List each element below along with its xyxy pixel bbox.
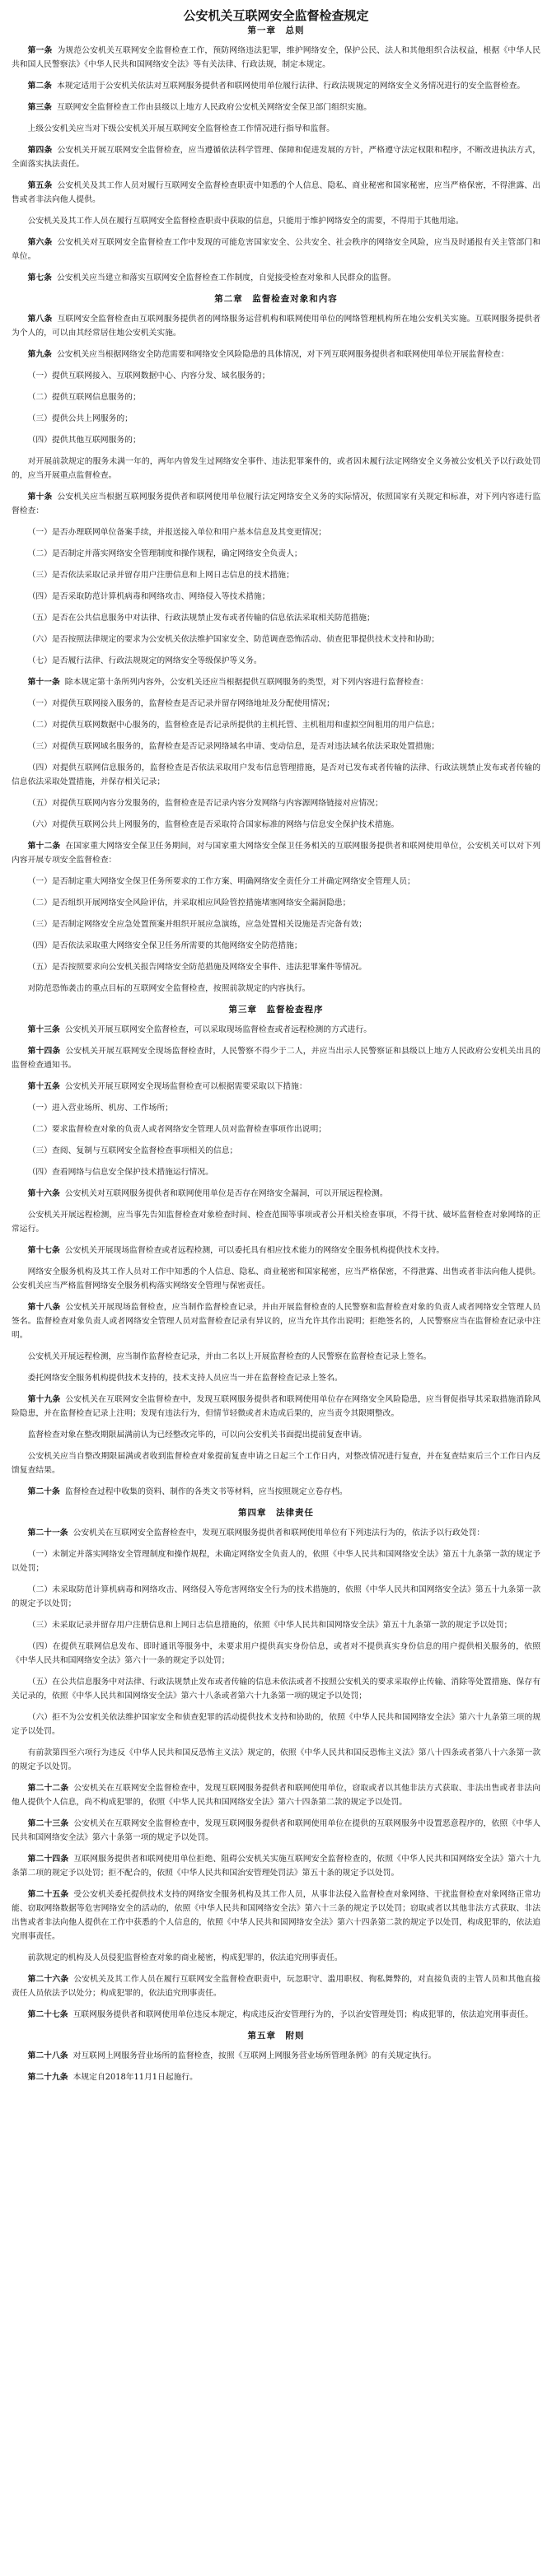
chapter-title: 第三章 监督检查程序 bbox=[228, 1005, 324, 1015]
article-text: （三）是否制定网络安全应急处置预案并组织开展应急演练，应急处置相关设施是否完备有效； bbox=[27, 920, 367, 929]
article-number: 第六条 bbox=[27, 238, 53, 247]
clause-paragraph bbox=[12, 654, 540, 668]
article-text: （五）对提供互联网内容分发服务的，监督检查是否记录内容分发网络与内容源网络链接对应情况； bbox=[27, 799, 383, 808]
article-text: （一）提供互联网接入、互联网数据中心、内容分发、域名服务的； bbox=[27, 371, 270, 380]
article-number: 第八条 bbox=[27, 315, 53, 324]
clause-paragraph bbox=[12, 455, 540, 483]
clause-paragraph bbox=[12, 917, 540, 931]
clause-paragraph bbox=[12, 796, 540, 810]
article-number: 第十三条 bbox=[27, 1025, 60, 1034]
article-paragraph bbox=[12, 1485, 540, 1499]
article-text: 互联网服务提供者和联网使用单位违反本规定，构成违反治安管理行为的，予以治安管理处罚；构成犯罪的，依法追究刑事责任。 bbox=[73, 2010, 533, 2019]
clause-paragraph bbox=[12, 1165, 540, 1179]
article-number: 第二十七条 bbox=[27, 2010, 68, 2019]
article-paragraph bbox=[12, 100, 540, 114]
article-text: 监督检查对象在整改期限届满前认为已经整改完毕的，可以向公安机关书面提出提前复查申请。 bbox=[27, 1430, 367, 1440]
article-paragraph bbox=[12, 1023, 540, 1037]
clause-paragraph bbox=[12, 761, 540, 789]
article-number: 第三条 bbox=[27, 103, 52, 112]
article-text: 公安机关及其工作人员在履行互联网安全监督检查职责中，玩忽职守、滥用职权、徇私舞弊的，对直接负责的主管人员和其他直接责任人员依法予以处分；构成犯罪的，依法追究刑事责任。 bbox=[12, 1975, 541, 1998]
clause-paragraph bbox=[12, 369, 540, 383]
article-text: （六）是否按照法律规定的要求为公安机关依法维护国家安全、防范调查恐怖活动、侦查犯罪提供技术支持和协助； bbox=[27, 635, 440, 644]
article-paragraph bbox=[12, 143, 540, 171]
clause-paragraph bbox=[12, 1640, 540, 1668]
article-text: 本规定适用于公安机关依法对互联网服务提供者和联网使用单位履行法律、行政法规规定的网络安全义务情况进行的安全监督检查。 bbox=[56, 82, 526, 91]
article-text: （三）查阅、复制与互联网安全监督检查事项相关的信息； bbox=[27, 1146, 238, 1155]
article-text: （四）是否采取防范计算机病毒和网络攻击、网络侵入等技术措施； bbox=[27, 592, 270, 601]
chapter-title: 第二章 监督检查对象和内容 bbox=[214, 294, 338, 304]
article-text: 除本规定第十条所列内容外，公安机关还应当根据提供互联网服务的类型，对下列内容进行监督检查： bbox=[64, 678, 428, 687]
article-number: 第十七条 bbox=[27, 1246, 60, 1255]
article-text: 对防范恐怖袭击的重点目标的互联网安全监督检查，按照前款规定的内容执行。 bbox=[27, 984, 311, 993]
article-text: 公安机关开展现场监督检查或者远程检测，可以委托具有相应技术能力的网络安全服务机构提供技术支持。 bbox=[64, 1246, 445, 1255]
chapter-title: 第四章 法律责任 bbox=[238, 1508, 314, 1518]
article-number: 第十一条 bbox=[27, 678, 60, 687]
clause-paragraph bbox=[12, 433, 540, 447]
article-number: 第二条 bbox=[27, 82, 52, 91]
clause-paragraph bbox=[12, 568, 540, 582]
clause-paragraph bbox=[12, 1449, 540, 1477]
clause-paragraph bbox=[12, 896, 540, 910]
article-paragraph bbox=[12, 79, 540, 93]
article-text: （三）提供公共上网服务的； bbox=[27, 414, 133, 423]
clause-paragraph bbox=[12, 390, 540, 404]
article-text: 监督检查过程中收集的资料、制作的各类文书等材料，应当按照规定立卷存档。 bbox=[64, 1487, 348, 1496]
article-paragraph bbox=[12, 839, 540, 867]
article-number: 第十八条 bbox=[27, 1303, 61, 1312]
article-number: 第二十一条 bbox=[27, 1528, 68, 1538]
article-paragraph bbox=[12, 490, 540, 518]
article-text: （五）是否在公共信息服务中对法律、行政法规禁止发布或者传输的信息依法采取相关防范措施； bbox=[27, 614, 375, 623]
article-text: 在国家重大网络安全保卫任务期间，对与国家重大网络安全保卫任务相关的互联网服务提供者和联网使用单位，公安机关可以对下列内容开展专项安全监督检查： bbox=[12, 842, 541, 865]
clause-paragraph bbox=[12, 939, 540, 953]
article-number: 第七条 bbox=[27, 273, 52, 282]
article-text: 公安机关对互联网安全监督检查工作中发现的可能危害国家安全、公共安全、社会秩序的网络安全风险，应当及时通报有关主管部门和单位。 bbox=[12, 238, 541, 261]
article-paragraph bbox=[12, 1393, 540, 1421]
article-text: （五）在公共信息服务中对法律、行政法规禁止发布或者传输的信息未依法或者不按照公安机关的要求采取停止传输、消除等处置措施、保存有关记录的，依照《中华人民共和国网络安全法》第六十八条或者第六十九条第一项的规定予以处罚； bbox=[12, 1678, 540, 1701]
article-text: 公安机关在互联网安全监督检查中，发现互联网服务提供者和联网使用单位在提供的互联网服务中设置恶意程序的，依照《中华人民共和国网络安全法》第六十条第一项的规定予以处罚。 bbox=[12, 1819, 541, 1842]
article-text: （一）是否制定重大网络安全保卫任务所要求的工作方案、明确网络安全责任分工并确定网络安全管理人员； bbox=[27, 877, 415, 886]
clause-paragraph bbox=[12, 525, 540, 539]
article-text: 为规范公安机关互联网安全监督检查工作，预防网络违法犯罪，维护网络安全，保护公民、法人和其他组织合法权益，根据《中华人民共和国人民警察法》《中华人民共和国网络安全法》等有关法律、行政法规，制定本规定。 bbox=[12, 46, 541, 69]
article-text: （四）查看网络与信息安全保护技术措施运行情况。 bbox=[27, 1168, 213, 1177]
article-paragraph bbox=[12, 1888, 540, 1944]
article-paragraph bbox=[12, 312, 540, 340]
article-text: 有前款第四至六项行为违反《中华人民共和国反恐怖主义法》规定的，依照《中华人民共和国反恐怖主义法》第八十四条或者第八十六条第一款的规定予以处罚。 bbox=[12, 1748, 540, 1771]
clause-paragraph bbox=[12, 590, 540, 604]
clause-paragraph bbox=[12, 875, 540, 889]
article-text: 网络安全服务机构及其工作人员对工作中知悉的个人信息、隐私、商业秘密和国家秘密，应当严格保密，不得泄露、出售或者非法向他人提供。公安机关应当严格监督网络安全服务机构落实网络安全管理与保密责任。 bbox=[12, 1267, 540, 1290]
article-number: 第二十六条 bbox=[27, 1975, 69, 1984]
article-text: （一）对提供互联网接入服务的，监督检查是否记录并留存网络地址及分配使用情况； bbox=[27, 699, 334, 708]
clause-paragraph bbox=[12, 697, 540, 711]
clause-paragraph bbox=[12, 1350, 540, 1364]
clause-paragraph bbox=[12, 547, 540, 561]
article-number: 第四条 bbox=[27, 146, 53, 155]
article-text: （六）对提供互联网公共上网服务的，监督检查是否采取符合国家标准的网络与信息安全保护技术措施。 bbox=[27, 820, 400, 829]
article-number: 第十条 bbox=[27, 492, 53, 502]
article-number: 第二十条 bbox=[27, 1487, 60, 1496]
article-text: （四）在提供互联网信息发布、即时通讯等服务中，未要求用户提供真实身份信息，或者对不提供真实身份信息的用户提供相关服务的，依照《中华人民共和国网络安全法》第六十一条的规定予以处罚； bbox=[12, 1642, 540, 1665]
article-paragraph bbox=[12, 1044, 540, 1072]
article-text: （六）拒不为公安机关依法维护国家安全和侦查犯罪的活动提供技术支持和协助的，依照《中华人民共和国网络安全法》第六十九条第三项的规定予以处罚。 bbox=[12, 1713, 540, 1736]
article-text: 公安机关在互联网安全监督检查中，发现互联网服务提供者和联网使用单位，窃取或者以其他非法方式获取、非法出售或者非法向他人提供个人信息，尚不构成犯罪的，依照《中华人民共和国网络安全法》第六十四条第二款的规定予以处罚。 bbox=[12, 1784, 541, 1807]
article-number: 第二十二条 bbox=[27, 1784, 69, 1793]
clause-paragraph bbox=[12, 1101, 540, 1115]
article-text: 公安机关应当自整改期限届满或者收到监督检查对象提前复查申请之日起三个工作日内，对整改情况进行复查，并在复查结束后三个工作日内反馈复查结果。 bbox=[12, 1452, 540, 1475]
article-paragraph bbox=[12, 271, 540, 285]
article-number: 第十九条 bbox=[27, 1395, 61, 1404]
article-paragraph bbox=[12, 2070, 540, 2084]
article-text: （二）是否组织开展网络安全风险评估，并采取相应风险管控措施堵塞网络安全漏洞隐患； bbox=[27, 898, 351, 908]
article-text: （七）是否履行法律、行政法规规定的网络安全等级保护等义务。 bbox=[27, 656, 262, 665]
article-text: 公安机关应当根据网络安全防范需要和网络安全风险隐患的具体情况，对下列互联网服务提供者和联网使用单位开展监督检查： bbox=[56, 350, 509, 359]
article-text: 公安机关在互联网安全监督检查中，发现互联网服务提供者和联网使用单位有下列违法行为的，依法予以行政处罚： bbox=[73, 1528, 485, 1538]
article-paragraph bbox=[12, 2049, 540, 2063]
article-text: 公安机关开展远程检测，应当制作监督检查记录，并由二名以上开展监督检查的人民警察在监督检查记录上签名。 bbox=[27, 1352, 432, 1361]
article-text: （一）是否办理联网单位备案手续，并报送接入单位和用户基本信息及其变更情况； bbox=[27, 528, 327, 537]
article-text: 对互联网上网服务营业场所的监督检查，按照《互联网上网服务营业场所管理条例》的有关规定执行。 bbox=[73, 2051, 437, 2060]
article-number: 第十五条 bbox=[27, 1082, 60, 1091]
article-paragraph bbox=[12, 675, 540, 689]
article-text: 公安机关应当建立和落实互联网安全监督检查工作制度，自觉接受检查对象和人民群众的监督。 bbox=[56, 273, 396, 282]
clause-paragraph bbox=[12, 718, 540, 732]
clause-paragraph bbox=[12, 1122, 540, 1136]
article-paragraph bbox=[12, 2008, 540, 2022]
article-number: 第二十八条 bbox=[27, 2051, 68, 2060]
article-paragraph bbox=[12, 236, 540, 264]
clause-paragraph bbox=[12, 1710, 540, 1738]
article-text: 公安机关及其工作人员在履行互联网安全监督检查职责中获取的信息，只能用于维护网络安全的需要，不得用于其他用途。 bbox=[27, 217, 464, 226]
article-text: 公安机关开展远程检测，应当事先告知监督检查对象检查时间、检查范围等事项或者公开相关检查事项，不得干扰、破坏监督检查对象网络的正常运行。 bbox=[12, 1211, 540, 1234]
article-number: 第二十三条 bbox=[27, 1819, 69, 1828]
article-text: （四）提供其他互联网服务的； bbox=[27, 436, 141, 445]
clause-paragraph bbox=[12, 1144, 540, 1158]
article-paragraph bbox=[12, 1187, 540, 1201]
clause-paragraph bbox=[12, 1428, 540, 1442]
article-paragraph bbox=[12, 44, 540, 72]
article-text: 对开展前款规定的服务未满一年的，两年内曾发生过网络安全事件、违法犯罪案件的，或者因未履行法定网络安全义务被公安机关予以行政处罚的，应当开展重点监督检查。 bbox=[12, 457, 540, 480]
article-number: 第一条 bbox=[27, 46, 53, 55]
article-paragraph bbox=[12, 1080, 540, 1094]
article-text: 公安机关及其工作人员对履行互联网安全监督检查职责中知悉的个人信息、隐私、商业秘密和国家秘密，应当严格保密，不得泄露、出售或者非法向他人提供。 bbox=[12, 181, 541, 204]
article-text: 公安机关应当根据互联网服务提供者和联网使用单位履行法定网络安全义务的实际情况，依照国家有关规定和标准，对下列内容进行监督检查： bbox=[12, 492, 541, 516]
article-number: 第五条 bbox=[27, 181, 53, 190]
article-number: 第九条 bbox=[27, 350, 52, 359]
article-text: 委托网络安全服务机构提供技术支持的，技术支持人员应当一并在监督检查记录上签名。 bbox=[27, 1374, 343, 1383]
article-text: （二）要求监督检查对象的负责人或者网络安全管理人员对监督检查事项作出说明； bbox=[27, 1125, 327, 1134]
article-text: 公安机关开展现场监督检查，应当制作监督检查记录，并由开展监督检查的人民警察和监督检查对象的负责人或者网络安全管理人员签名。监督检查对象负责人或者网络安全管理人员对监督检查记录有异议的，应当允许其作出说明；拒绝签名的，人民警察应当在监督检查记录中注明。 bbox=[12, 1303, 541, 1340]
article-paragraph bbox=[12, 179, 540, 207]
article-text: 公安机关在互联网安全监督检查中，发现互联网服务提供者和联网使用单位存在网络安全风险隐患，应当督促指导其采取措施消除风险隐患，并在监督检查记录上注明；发现有违法行为，但情节轻微或者未造成后果的，应当责令其限期整改。 bbox=[12, 1395, 541, 1418]
clause-paragraph bbox=[12, 960, 540, 974]
clause-paragraph bbox=[12, 122, 540, 136]
document-body bbox=[12, 24, 540, 2084]
article-text: 公安机关开展互联网安全监督检查，应当遵循依法科学管理、保障和促进发展的方针，严格遵守法定权限和程序，不断改进执法方式，全面落实执法责任。 bbox=[12, 146, 541, 169]
article-text: 公安机关对互联网服务提供者和联网使用单位是否存在网络安全漏洞，可以开展远程检测。 bbox=[64, 1189, 388, 1198]
clause-paragraph bbox=[12, 1265, 540, 1293]
clause-paragraph bbox=[12, 982, 540, 996]
article-paragraph bbox=[12, 1526, 540, 1540]
article-text: （三）是否依法采取记录并留存用户注册信息和上网日志信息的技术措施； bbox=[27, 571, 294, 580]
clause-paragraph bbox=[12, 632, 540, 646]
article-text: 本规定自2018年11月1日起施行。 bbox=[73, 2073, 198, 2082]
clause-paragraph bbox=[12, 1371, 540, 1385]
clause-paragraph bbox=[12, 1583, 540, 1611]
article-paragraph bbox=[12, 1244, 540, 1258]
article-number: 第二十四条 bbox=[27, 1855, 69, 1864]
clause-paragraph bbox=[12, 1547, 540, 1575]
article-text: 公安机关开展互联网安全监督检查，可以采取现场监督检查或者远程检测的方式进行。 bbox=[64, 1025, 372, 1034]
article-text: （五）是否按照要求向公安机关报告网络安全防范措施及网络安全事件、违法犯罪案件等情况。 bbox=[27, 963, 367, 972]
article-paragraph bbox=[12, 1852, 540, 1880]
article-text: （二）提供互联网信息服务的； bbox=[27, 393, 141, 402]
article-paragraph bbox=[12, 1781, 540, 1809]
clause-paragraph bbox=[12, 818, 540, 832]
article-text: （三）未采取记录并留存用户注册信息和上网日志信息措施的，依照《中华人民共和国网络安全法》第五十九条第一款的规定予以处罚； bbox=[27, 1621, 512, 1630]
article-text: 互联网服务提供者和联网使用单位拒绝、阻碍公安机关实施互联网安全监督检查的，依照《中华人民共和国网络安全法》第六十九条第二项的规定予以处罚；拒不配合的，依照《中华人民共和国治安管理处罚法》第五十条的规定予以处罚。 bbox=[12, 1855, 541, 1878]
article-text: 公安机关开展互联网安全现场监督检查时，人民警察不得少于二人，并应当出示人民警察证和县级以上地方人民政府公安机关出具的监督检查通知书。 bbox=[12, 1047, 541, 1070]
article-number: 第二十九条 bbox=[27, 2073, 68, 2082]
document-title: 公安机关互联网安全监督检查规定 bbox=[183, 8, 369, 23]
article-text: （二）未采取防范计算机病毒和网络攻击、网络侵入等危害网络安全行为的技术措施的，依照《中华人民共和国网络安全法》第五十九条第一款的规定予以处罚； bbox=[12, 1585, 540, 1608]
article-paragraph bbox=[12, 1972, 540, 2000]
chapter-title: 第五章 附则 bbox=[247, 2031, 305, 2041]
article-text: 上级公安机关应当对下级公安机关开展互联网安全监督检查工作情况进行指导和监督。 bbox=[27, 124, 334, 133]
clause-paragraph bbox=[12, 740, 540, 754]
clause-paragraph bbox=[12, 214, 540, 228]
clause-paragraph bbox=[12, 412, 540, 426]
article-number: 第十四条 bbox=[27, 1047, 61, 1056]
article-text: （二）对提供互联网数据中心服务的，监督检查是否记录所提供的主机托管、主机租用和虚拟空间租用的用户信息； bbox=[27, 721, 440, 730]
chapter-title: 第一章 总则 bbox=[247, 26, 305, 35]
clause-paragraph bbox=[12, 1675, 540, 1703]
article-text: 受公安机关委托提供技术支持的网络安全服务机构及其工作人员，从事非法侵入监督检查对象网络、干扰监督检查对象网络正常功能、窃取网络数据等危害网络安全的活动的，依照《中华人民共和国网络安全法》第六十三条的规定予以处罚；窃取或者以其他非法方式获取、非法出售或者非法向他人提供在工作中获悉的个人信息的，依照《中华人民共和国网络安全法》第六十四条第二款的规定予以处罚，构成犯罪的，依法追究刑事责任。 bbox=[12, 1890, 541, 1941]
article-paragraph bbox=[12, 1300, 540, 1342]
article-text: 互联网安全监督检查工作由县级以上地方人民政府公安机关网络安全保卫部门组织实施。 bbox=[56, 103, 372, 112]
clause-paragraph bbox=[12, 1951, 540, 1965]
clause-paragraph bbox=[12, 1746, 540, 1774]
article-text: 互联网安全监督检查由互联网服务提供者的网络服务运营机构和联网使用单位的网络管理机构所在地公安机关实施。互联网服务提供者为个人的，可以由其经常居住地公安机关实施。 bbox=[12, 315, 541, 338]
article-number: 第十二条 bbox=[27, 842, 61, 851]
article-paragraph bbox=[12, 1817, 540, 1845]
article-text: （二）是否制定并落实网络安全管理制度和操作规程，确定网络安全负责人； bbox=[27, 549, 302, 558]
clause-paragraph bbox=[12, 1208, 540, 1236]
article-text: （四）是否依法采取重大网络安全保卫任务所需要的其他网络安全防范措施； bbox=[27, 941, 302, 950]
article-text: 公安机关开展互联网安全现场监督检查可以根据需要采取以下措施： bbox=[64, 1082, 307, 1091]
clause-paragraph bbox=[12, 1618, 540, 1632]
article-text: （四）对提供互联网信息服务的，监督检查是否依法采取用户发布信息管理措施，是否对已发布或者传输的法律、行政法规禁止发布或者传输的信息依法采取处置措施，并保存相关记录； bbox=[12, 763, 540, 786]
article-text: （三）对提供互联网域名服务的，监督检查是否记录网络域名申请、变动信息，是否对违法域名依法采取处置措施； bbox=[27, 742, 440, 751]
article-number: 第十六条 bbox=[27, 1189, 60, 1198]
clause-paragraph bbox=[12, 611, 540, 625]
article-text: （一）未制定并落实网络安全管理制度和操作规程，未确定网络安全负责人的，依照《中华人民共和国网络安全法》第五十九条第一款的规定予以处罚； bbox=[12, 1550, 540, 1573]
article-paragraph bbox=[12, 348, 540, 362]
article-text: （一）进入营业场所、机房、工作场所； bbox=[27, 1104, 173, 1113]
article-number: 第二十五条 bbox=[27, 1890, 69, 1899]
article-text: 前款规定的机构及人员侵犯监督检查对象的商业秘密，构成犯罪的，依法追究刑事责任。 bbox=[27, 1953, 343, 1962]
